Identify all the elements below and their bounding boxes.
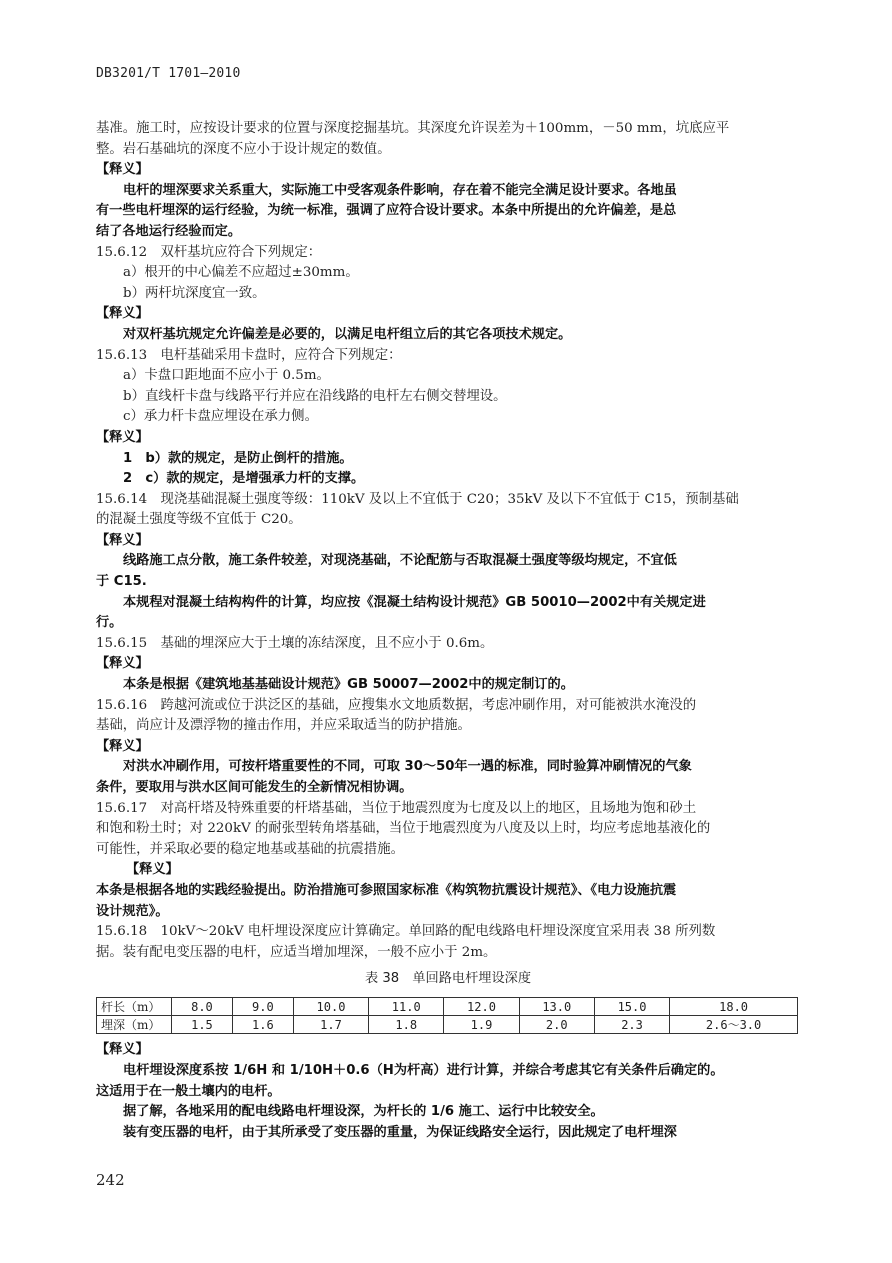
text-line: 结了各地运行经验而定。 [96,223,242,239]
text-line: 据。装有配电变压器的电杆，应适当增加埋深，一般不应小于 2m。 [96,944,497,960]
text-line: 本规程对混凝土结构构件的计算，均应按《混凝土结构设计规范》GB 50010—2002中有关规定进 [123,594,706,610]
text-line: 的混凝土强度等级不宜低于 C20。 [96,512,302,528]
text-line: b）两杆坑深度宜一致。 [123,285,266,301]
table-cell: 1.9 [444,1016,519,1034]
table-cell: 2.0 [519,1016,594,1034]
text-line: 对双杆基坑规定允许偏差是必要的，以满足电杆组立后的其它各项技术规定。 [123,326,572,342]
table-row-header: 杆长（m） [97,998,172,1016]
burial-depth-table [96,997,798,1034]
text-line: 15.6.16 跨越河流或位于洪泛区的基础，应搜集水文地质数据，考虑冲刷作用，对可能被洪水淹没的 [96,697,697,713]
text-line: 条件，要取用与洪水区间可能发生的全新情况相协调。 [96,780,413,795]
table-row-burial-depth [97,1016,798,1034]
annotation-label: 【释义】 [96,532,149,548]
body-text-bottom [96,1040,800,1143]
text-line: a）根开的中心偏差不应超过±30mm。 [123,265,359,281]
text-line: 基准。施工时，应按设计要求的位置与深度挖掘基坑。其深度允许误差为＋100mm，－50 mm，坑底应平 [96,121,730,136]
table-cell: 18.0 [670,998,798,1016]
annotation-label: 【释义】 [96,656,149,672]
text-line: 装有变压器的电杆，由于其所承受了变压器的重量，为保证线路安全运行，因此规定了电杆埋深 [123,1124,677,1140]
annotation-label: 【释义】 [126,862,179,878]
table-cell: 1.5 [172,1016,233,1034]
annotation-label: 【释义】 [96,162,149,178]
document-body [96,119,800,1143]
annotation-label: 【释义】 [96,1042,149,1058]
text-line: 1 b）款的规定，是防止倒杆的措施。 [123,450,353,466]
text-line: 行。 [96,615,123,631]
text-line: 2 c）款的规定，是增强承力杆的支撑。 [123,471,365,487]
annotation-label: 【释义】 [96,738,149,754]
page-number: 242 [96,1171,125,1189]
table-cell: 15.0 [594,998,669,1016]
table-cell: 2.6～3.0 [670,1016,798,1034]
text-line: 设计规范》。 [96,903,169,919]
text-line: 15.6.18 10kV～20kV 电杆埋设深度应计算确定。单回路的配电线路电杆埋设深度宜采用表 38 所列数 [96,924,716,940]
table-caption: 表 38 单回路电杆埋设深度 [364,971,532,987]
text-line: 基础，尚应计及漂浮物的撞击作用，并应采取适当的防护措施。 [96,718,471,734]
text-line: 据了解，各地采用的配电线路电杆埋设深，为杆长的 1/6 施工、运行中比较安全。 [123,1104,604,1120]
text-line: 对洪水冲刷作用，可按杆塔重要性的不同，可取 30～50年一遇的标准，同时验算冲刷情况的气象 [123,759,692,775]
table-cell: 1.7 [293,1016,368,1034]
text-line: 15.6.13 电杆基础采用卡盘时，应符合下列规定： [96,347,402,363]
text-line: 15.6.12 双杆基坑应符合下列规定： [96,244,322,260]
table-cell: 11.0 [369,998,444,1016]
text-line: 15.6.15 基础的埋深应大于土壤的冻结深度，且不应小于 0.6m。 [96,635,494,651]
table-row-header: 埋深（m） [97,1016,172,1034]
table-cell: 12.0 [444,998,519,1016]
annotation-label: 【释义】 [96,306,149,322]
text-line: 有一些电杆埋深的运行经验，为统一标准，强调了应符合设计要求。本条中所提出的允许偏差，是总 [96,203,677,219]
annotation-label: 【释义】 [96,429,149,445]
text-line: 和饱和粉土时；对 220kV 的耐张型转角塔基础，当位于地震烈度为八度及以上时，均应考虑地基液化的 [96,821,711,837]
text-line: a）卡盘口距地面不应小于 0.5m。 [123,368,330,384]
body-text-top [96,119,800,963]
text-line: 本条是根据《建筑地基基础设计规范》GB 50007—2002中的规定制订的。 [123,677,574,693]
table-cell: 1.8 [369,1016,444,1034]
document-code: DB3201/T 1701—2010 [96,66,241,81]
text-line: 本条是根据各地的实践经验提出。防治措施可参照国家标准《构筑物抗震设计规范》、《电力设施抗震 [96,882,677,898]
text-line: 线路施工点分散，施工条件较差，对现浇基础，不论配筋与否取混凝土强度等级均规定，不宜低 [123,553,677,569]
text-line: b）直线杆卡盘与线路平行并应在沿线路的电杆左右侧交替埋设。 [123,388,507,404]
text-line: 整。岩石基础坑的深度不应小于设计规定的数值。 [96,141,391,157]
text-line: 这适用于在一般土壤内的电杆。 [96,1083,281,1099]
text-line: 15.6.17 对高杆塔及特殊重要的杆塔基础，当位于地震烈度为七度及以上的地区，且场地为饱和砂土 [96,800,697,816]
text-line: 15.6.14 现浇基础混凝土强度等级：110kV 及以上不宜低于 C20；35kV 及以下不宜低于 C15，预制基础 [96,491,739,507]
text-line: 于 C15. [96,574,147,590]
table-cell: 10.0 [293,998,368,1016]
text-line: c）承力杆卡盘应埋设在承力侧。 [123,409,318,425]
table-cell: 13.0 [519,998,594,1016]
text-line: 电杆的埋深要求关系重大，实际施工中受客观条件影响，存在着不能完全满足设计要求。各地虽 [123,182,677,198]
table-row-pole-length [97,998,798,1016]
text-line: 可能性，并采取必要的稳定地基或基础的抗震措施。 [96,841,404,857]
table-cell: 9.0 [232,998,293,1016]
table-cell: 1.6 [232,1016,293,1034]
table-cell: 2.3 [594,1016,669,1034]
table-cell: 8.0 [172,998,233,1016]
text-line: 电杆埋设深度系按 1/6H 和 1/10H＋0.6（H为杆高）进行计算，并综合考虑其它有关条件后确定的。 [123,1062,724,1078]
